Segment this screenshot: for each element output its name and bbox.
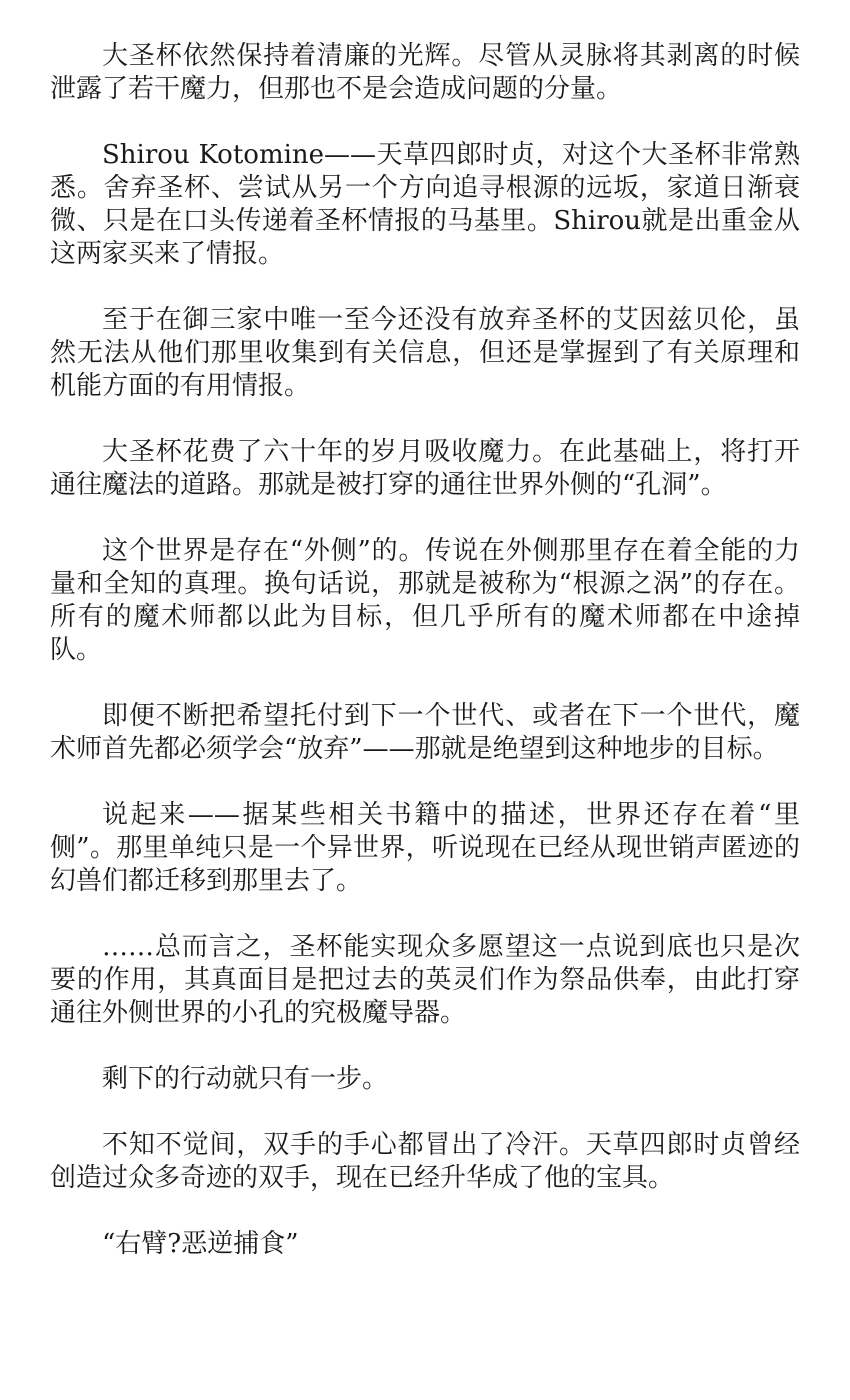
paragraph-5: 这个世界是存在“外侧”的。传说在外侧那里存在着全能的力量和全知的真理。换句话说，那就是被称为“根源之涡”的存在。所有的魔术师都以此为目标，但几乎所有的魔术师都在中途掉队。 <box>50 536 800 665</box>
paragraph-10: 不知不觉间，双手的手心都冒出了冷汗。天草四郎时贞曾经创造过众多奇迹的双手，现在已经升华成了他的宝具。 <box>50 1130 800 1193</box>
paragraph-3: 至于在御三家中唯一至今还没有放弃圣杯的艾因兹贝伦，虽然无法从他们那里收集到有关信息，但还是掌握到了有关原理和机能方面的有用情报。 <box>50 305 800 401</box>
paragraph-9: 剩下的行动就只有一步。 <box>102 1064 389 1094</box>
paragraph-2: Shirou Kotomine——天草四郎时贞，对这个大圣杯非常熟悉。舍弃圣杯、尝试从另一个方向追寻根源的远坂，家道日渐衰微、只是在口头传递着圣杯情报的马基里。Shirou就是出重金从这两家买来了情报。 <box>50 140 800 269</box>
dialogue-line: “右臂?恶逆捕食” <box>102 1229 299 1259</box>
paragraph-6: 即便不断把希望托付到下一个世代、或者在下一个世代，魔术师首先都必须学会“放弃”——那就是绝望到这种地步的目标。 <box>50 701 800 764</box>
paragraph-7: 说起来——据某些相关书籍中的描述，世界还存在着“里侧”。那里单纯只是一个异世界，听说现在已经从现世销声匿迹的幻兽们都迁移到那里去了。 <box>50 800 800 896</box>
paragraph-1: 大圣杯依然保持着清廉的光辉。尽管从灵脉将其剥离的时候泄露了若干魔力，但那也不是会造成问题的分量。 <box>50 41 800 104</box>
paragraph-8: ……总而言之，圣杯能实现众多愿望这一点说到底也只是次要的作用，其真面目是把过去的英灵们作为祭品供奉，由此打穿通往外侧世界的小孔的究极魔导器。 <box>50 932 800 1028</box>
paragraph-4: 大圣杯花费了六十年的岁月吸收魔力。在此基础上，将打开通往魔法的道路。那就是被打穿的通往世界外侧的“孔洞”。 <box>50 437 800 500</box>
